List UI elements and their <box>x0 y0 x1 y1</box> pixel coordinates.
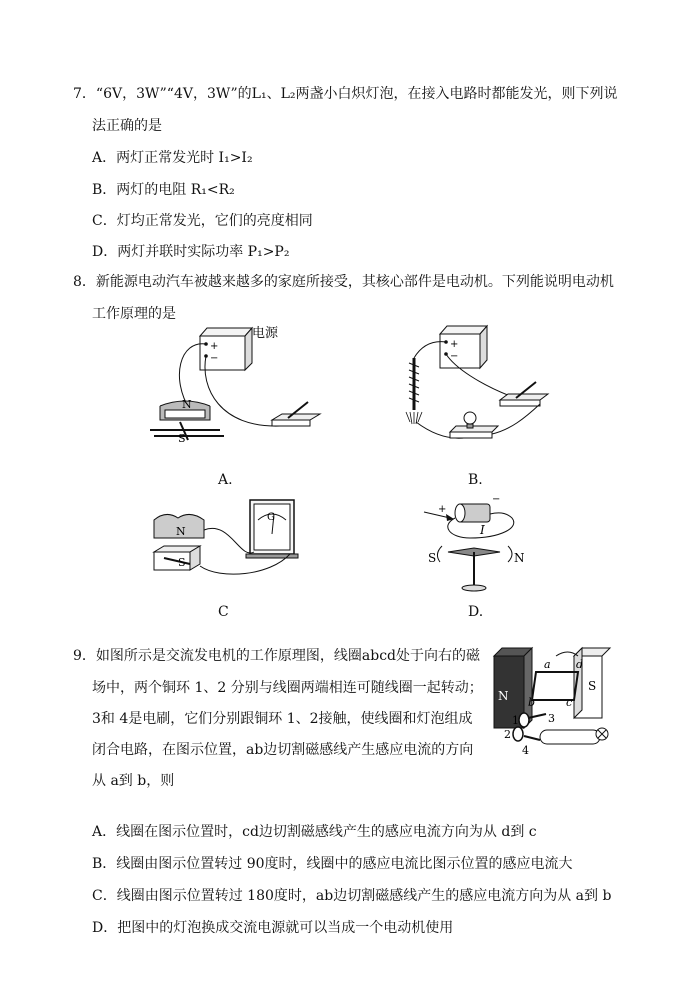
plus-label: + <box>438 504 447 515</box>
plus-label: + <box>210 341 219 352</box>
battery <box>455 504 490 522</box>
minus-label: − <box>210 353 219 364</box>
electromagnet-coil <box>406 358 422 424</box>
coil-label-d: d <box>576 658 584 671</box>
q7-option-c: C．灯均正常发光，它们的亮度相同 <box>92 213 313 229</box>
plus-label: + <box>450 339 459 350</box>
minus-label: − <box>492 494 501 505</box>
power-label: 电源 <box>252 326 279 341</box>
minus-label: − <box>450 351 459 362</box>
coil-label-c: c <box>566 696 573 709</box>
q9-option-c: C．线圈由图示位置转过 180度时，ab边切割磁感线产生的感应电流方向为从 a到 b <box>92 888 612 904</box>
q8-figure-d <box>420 490 530 600</box>
magnet-s-label: S <box>178 556 186 569</box>
q9-stem-line2: 场中，两个铜环 1、2 分别与线圈两端相连可随线圈一起转动； <box>92 680 483 696</box>
needle-s-label: S <box>428 551 437 565</box>
brush-label-3: 3 <box>548 712 555 725</box>
q7-stem-line1: 7．“6V，3W”“4V，3W”的L₁、L₂两盏小白炽灯泡，在接入电路时都能发光，则下列说 <box>73 86 618 102</box>
q8-figure-c <box>150 490 300 600</box>
coil-label-b: b <box>528 696 536 709</box>
q8-stem-line2: 工作原理的是 <box>92 306 176 322</box>
compass-needle <box>437 546 512 591</box>
q9-option-b: B．线圈由图示位置转过 90度时，线圈中的感应电流比图示位置的感应电流大 <box>92 856 573 872</box>
knife-switch <box>272 402 320 426</box>
light-bulb <box>450 412 498 438</box>
q7-option-a: A．两灯正常发光时 I₁>I₂ <box>92 150 253 166</box>
q7-option-b: B．两灯的电阻 R₁<R₂ <box>92 182 235 198</box>
galvanometer-g-label: G <box>267 512 275 523</box>
q9-stem-line5: 从 a到 b，则 <box>92 773 175 789</box>
q8-caption-c: C <box>218 604 229 620</box>
n-pole-label: N <box>498 689 509 703</box>
current-i-label: I <box>480 523 485 537</box>
q8-caption-b: B. <box>468 472 483 488</box>
q9-generator-figure <box>490 638 620 763</box>
q8-caption-d: D. <box>468 604 484 620</box>
q9-stem-line4: 闭合电路，在图示位置，ab边切割磁感线产生感应电流的方向 <box>92 742 474 758</box>
q9-stem-line1: 9．如图所示是交流发电机的工作原理图，线圈abcd处于向右的磁 <box>73 648 481 664</box>
knife-switch <box>500 382 548 406</box>
s-pole-label: S <box>588 679 597 693</box>
magnet-s-label: S <box>178 432 186 445</box>
q9-stem-line3: 3和 4是电刷，它们分别跟铜环 1、2接触，使线圈和灯泡组成 <box>92 711 473 727</box>
q8-figure-b <box>400 318 560 453</box>
brush-label-4: 4 <box>522 744 529 757</box>
q9-option-a: A．线圈在图示位置时，cd边切割磁感线产生的感应电流方向为从 d到 c <box>92 824 537 840</box>
power-supply-box <box>440 326 487 368</box>
coil-label-a: a <box>544 658 551 671</box>
q7-stem-line2: 法正确的是 <box>92 118 162 134</box>
q7-option-d: D．两灯并联时实际功率 P₁>P₂ <box>92 244 290 260</box>
magnet-n-label: N <box>176 525 186 538</box>
galvanometer <box>246 500 298 558</box>
q8-caption-a: A. <box>218 472 233 488</box>
needle-n-label: N <box>514 551 525 565</box>
magnet-n-label: N <box>182 398 192 411</box>
ring-label-2: 2 <box>504 728 511 741</box>
q8-figure-a <box>140 318 340 453</box>
ring-label-1: 1 <box>512 714 519 727</box>
q8-stem-line1: 8．新能源电动汽车被越来越多的家庭所接受，其核心部件是电动机。下列能说明电动机 <box>73 274 614 290</box>
q9-option-d: D．把图中的灯泡换成交流电源就可以当成一个电动机使用 <box>92 920 454 936</box>
power-supply-box <box>200 328 252 370</box>
